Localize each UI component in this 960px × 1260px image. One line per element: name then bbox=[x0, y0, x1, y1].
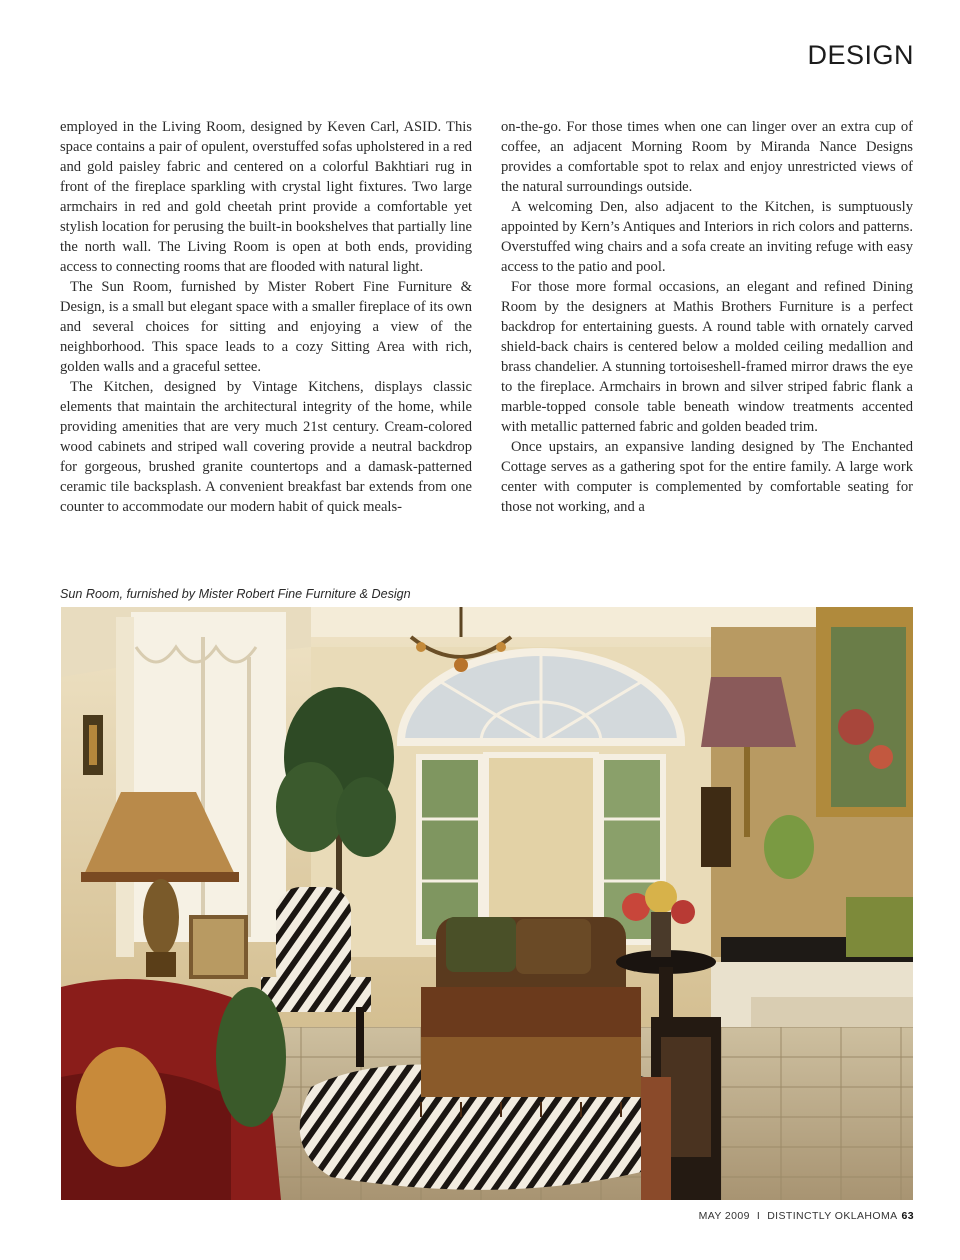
door-trim-left bbox=[116, 617, 134, 957]
photo-frame bbox=[191, 917, 246, 977]
page-number: 63 bbox=[901, 1210, 914, 1222]
french-door-center bbox=[486, 755, 596, 945]
footer-separator: I bbox=[756, 1210, 761, 1222]
footer-publication: DISTINCTLY OKLAHOMA bbox=[767, 1210, 898, 1222]
article-right-column bbox=[501, 117, 913, 517]
article-paragraph: The Kitchen, designed by Vintage Kitchens, displays classic elements that maintain the architectural integrity of the home, while providing amenities that are very much 21st century. Cream-colored wood cabinets and striped wall covering provide a neutral backdrop for gorgeous, brushed granite countertops and a damask-patterned ceramic tile backsplash. A convenient breakfast bar extends from one counter to accommodate our modern habit of quick meals- bbox=[60, 379, 472, 515]
small-frame bbox=[701, 787, 731, 867]
settee bbox=[421, 917, 641, 1117]
section-label: DESIGN bbox=[807, 40, 914, 70]
carved-chair bbox=[641, 1017, 721, 1200]
article-paragraph: Once upstairs, an expansive landing designed by The Enchanted Cottage serves as a gathering spot for the entire family. A large work center with computer is complemented by comfortable seating for those not working, and a bbox=[501, 439, 913, 515]
article-paragraph: The Sun Room, furnished by Mister Robert Fine Furniture & Design, is a small but elegant space with a smaller fireplace of its own and several choices for sitting and enjoying a view of the neighborhood. This space leads to a cozy Sitting Area with rich, golden walls and a graceful settee. bbox=[60, 279, 472, 375]
green-box bbox=[846, 897, 913, 957]
sun-room-photo bbox=[61, 607, 913, 1200]
red-sofa bbox=[61, 979, 286, 1200]
photo-caption: Sun Room, furnished by Mister Robert Fine Furniture & Design bbox=[60, 587, 411, 601]
article-paragraph: A welcoming Den, also adjacent to the Kitchen, is sumptuously appointed by Kern’s Antiques and Interiors in rich colors and patterns. Overstuffed wing chairs and a sofa create an inviting refuge with easy access to the patio and pool. bbox=[501, 199, 913, 275]
page-footer bbox=[699, 1210, 914, 1222]
article-paragraph: employed in the Living Room, designed by Keven Carl, ASID. This space contains a pair of opulent, overstuffed sofas upholstered in a red and gold paisley fabric and centered on a colorful Bakhtiari rug in front of the fireplace sparkling with crystal light fixtures. Two large armchairs in red and gold cheetah print provide a comfortable yet stylish location for perusing the built-in bookshelves that partially line the north wall. The Living Room is open at both ends, providing access to connecting rooms that are flooded with natural light. bbox=[60, 119, 472, 275]
article-paragraph: on-the-go. For those times when one can linger over an extra cup of coffee, an adjacent Morning Room by Miranda Nance Designs provides a comfortable spot to relax and enjoy unrestricted views of the natural surroundings outside. bbox=[501, 119, 913, 195]
french-door-left bbox=[419, 757, 481, 942]
article-paragraph: For those more formal occasions, an elegant and refined Dining Room by the designers at Mathis Brothers Furniture is a perfect backdrop for entertaining guests. A round table with ornately carved shield-back chairs is centered below a molded ceiling medallion and brass chandelier. A stunning tortoiseshell-framed mirror draws the eye to the fireplace. Armchairs in brown and silver striped fabric flank a marble-topped console table beneath window treatments accented with metallic patterned fabric and golden beaded trim. bbox=[501, 279, 913, 435]
green-vase bbox=[764, 815, 814, 879]
article-left-column bbox=[60, 117, 472, 517]
footer-date: MAY 2009 bbox=[698, 1210, 750, 1222]
